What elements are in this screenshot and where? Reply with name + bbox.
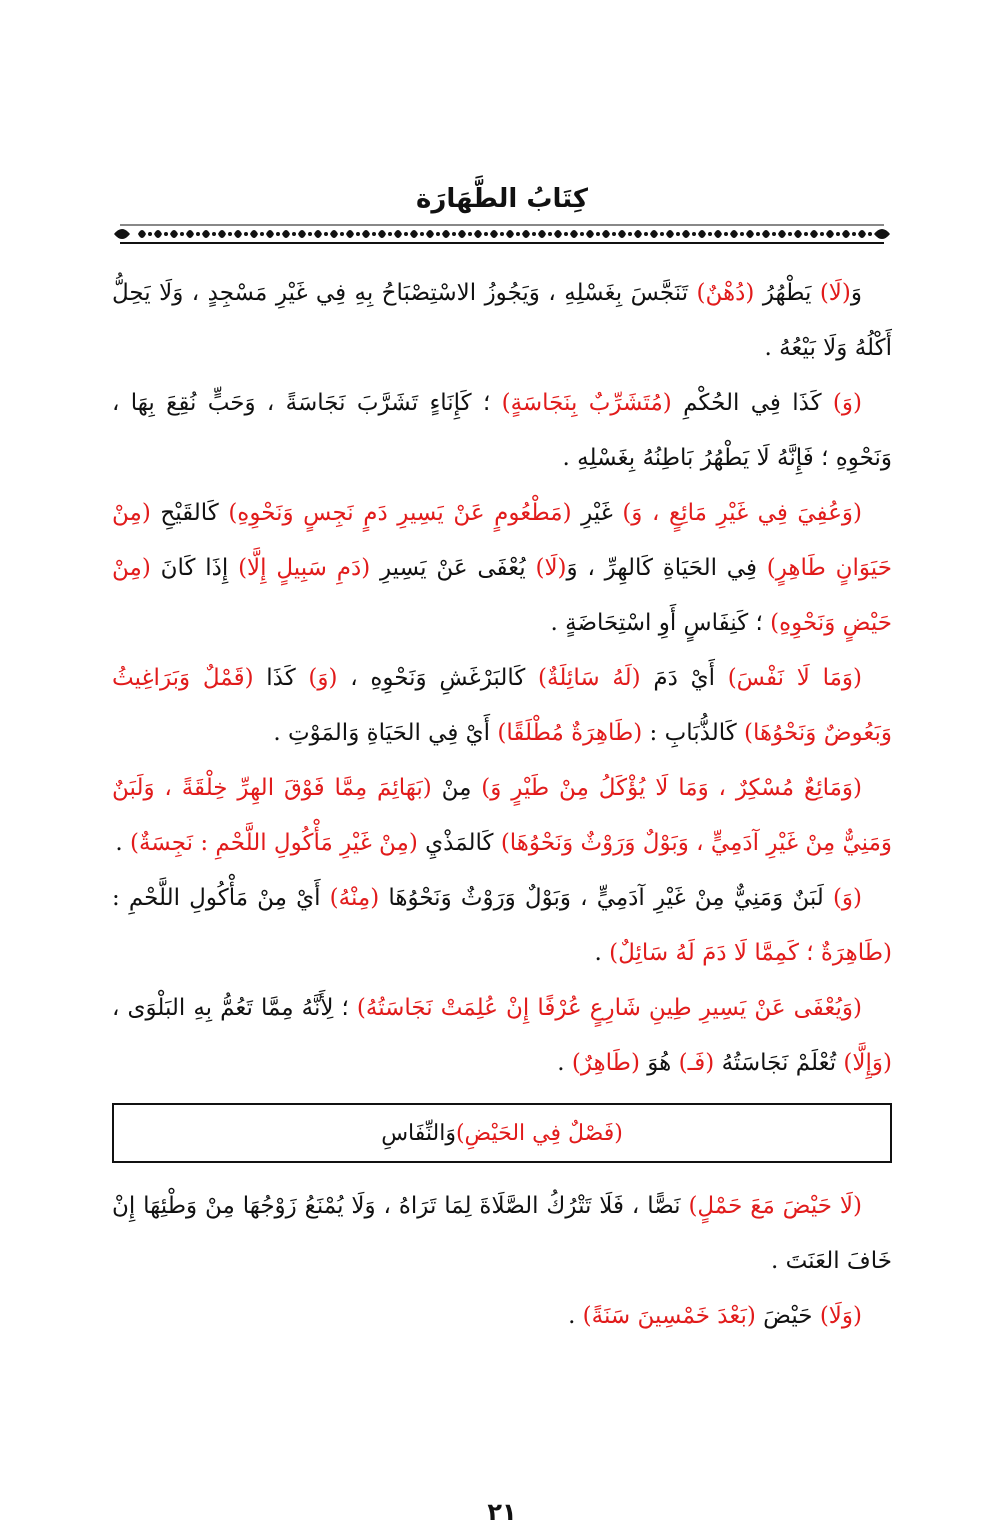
text-segment: ؛ لِأَنَّهُ مِمَّا تَعُمُّ بِهِ البَلْوَى ، [112, 995, 349, 1021]
highlighted-text-segment: (مُتَشَرِّبٌ بِنَجَاسَةٍ) [490, 390, 672, 416]
paragraphs-after-block [112, 1179, 892, 1344]
text-segment: يَطْهُرُ [754, 280, 812, 306]
highlighted-text-segment: (وَمَائِعٌ مُسْكِرٌ ، وَمَا لَا يُؤْكَلُ مِنْ طَيْرٍ وَ) [471, 775, 862, 801]
text-segment: يُعْفَى عَنْ يَسِيرِ [370, 555, 526, 581]
text-segment: كَالقَيْحِ [150, 500, 219, 526]
text-segment: إِذَا كَانَ [150, 555, 229, 581]
paragraph [112, 871, 892, 981]
highlighted-text-segment: (مِنْ غَيْرِ مَأْكُولِ اللَّحْمِ : نَجِسَةٌ) [122, 830, 418, 856]
text-segment: وَالنِّفَاسِ [381, 1120, 456, 1146]
highlighted-text-segment: (وَلَا) [812, 1303, 862, 1329]
paragraph [112, 761, 892, 871]
highlighted-text-segment: (طَاهِرَةٌ ؛ كَمِمَّا لَا دَمَ لَهُ سَائِلٌ) [601, 940, 892, 966]
section-heading-box [112, 1103, 892, 1163]
text-segment: أَيْ دَمَ [640, 665, 715, 691]
paragraph [112, 486, 892, 651]
text-segment: مِنْ [431, 775, 472, 801]
text-segment: تُعْلَمْ نَجَاسَتُهُ [714, 1050, 837, 1076]
text-segment: فِي الحَيَاةِ كَالهِرِّ ، وَ [566, 555, 757, 581]
highlighted-text-segment: (بَعْدَ خَمْسِينَ سَنَةً) [575, 1303, 756, 1329]
highlighted-text-segment: (فَـ) [671, 1050, 715, 1076]
paragraph [112, 1179, 892, 1289]
paragraph [112, 376, 892, 486]
book-page [112, 182, 892, 1526]
text-segment: حَيْضَ [755, 1303, 813, 1329]
paragraph [112, 266, 892, 376]
text-segment: نَصًّا ، فَلَا تَتْرُكُ الصَّلَاةَ لِمَا تَرَاهُ ، وَلَا يُمْنَعُ زَوْجُهَا مِنْ وَطْئِهَا إِنْ خَافَ العَنَتَ . [112, 1193, 892, 1274]
paragraphs-block [112, 266, 892, 1091]
highlighted-text-segment: (قَمْلٌ وَبَرَاغِيثُ وَبَعُوضٌ وَنَحْوُهَا) [112, 665, 892, 746]
text-segment: لَبَنٌ وَمَنِيٌّ مِنْ غَيْرِ آدَمِيٍّ ، وَبَوْلٌ وَرَوْثٌ وَنَحْوُهَا [379, 885, 824, 911]
highlighted-text-segment: (وَ) [823, 885, 862, 911]
highlighted-text-segment: (لَا حَيْضَ مَعَ حَمْلٍ) [680, 1193, 862, 1219]
highlighted-text-segment: (مِنْ حَيْضٍ وَنَحْوِهِ) [112, 555, 892, 636]
text-segment: كَالذُّبَابِ : [642, 720, 737, 746]
paragraph [112, 651, 892, 761]
text-segment: هُوَ [639, 1050, 672, 1076]
highlighted-text-segment: (لَهُ سَائِلَةٌ) [525, 665, 641, 691]
highlighted-text-segment: (مَطْعُومٍ عَنْ يَسِيرِ دَمٍ نَجِسٍ وَنَحْوِهِ) [218, 500, 572, 526]
text-segment: أَيْ فِي الحَيَاةِ وَالمَوْتِ . [273, 720, 491, 746]
highlighted-text-segment: (طَاهِرَةٌ مُطْلَقًا) [490, 720, 643, 746]
highlighted-text-segment: (طَاهِرٌ) [564, 1050, 640, 1076]
highlighted-text-segment: (مِنْهُ) [320, 885, 380, 911]
text-segment: ؛ كَنِفَاسٍ أَوِ اسْتِحَاضَةٍ . [550, 610, 763, 636]
highlighted-text-segment: (وَعُفِيَ فِي غَيْرِ مَائِعٍ ، وَ) [612, 500, 863, 526]
highlighted-text-segment: (دَمِ سَبِيلٍ إِلَّا) [228, 555, 371, 581]
highlighted-text-segment: (بَهَائِمَ مِمَّا فَوْقَ الهِرِّ خِلْقَةً ، وَلَبَنٌ وَمَنِيٌّ مِنْ غَيْرِ آدَمِيٍّ ، وَبَوْلٌ وَرَوْثٌ وَنَحْوُهَا) [112, 775, 892, 856]
text-segment: كَالبَرْغَشِ وَنَحْوِهِ ، [337, 665, 526, 691]
highlighted-text-segment: (وَ) [295, 665, 338, 691]
text-segment: تَنَجَّسَ بِغَسْلِهِ ، وَيَجُوزُ الاسْتِصْبَاحُ بِهِ فِي غَيْرِ مَسْجِدٍ ، وَلَا يَحِلُّ أَكْلُهُ وَلَا بَيْعُهُ . [112, 280, 892, 361]
text-segment: . [568, 1303, 576, 1329]
highlighted-text-segment: (دُهْنٌ) [688, 280, 755, 306]
highlighted-text-segment: (وَإِلَّا) [836, 1050, 892, 1076]
highlighted-text-segment: (وَمَا لَا نَفْسَ) [714, 665, 863, 691]
text-segment: كَالمَذْيِ [417, 830, 494, 856]
text-segment: كَذَا فِي الحُكْمِ [671, 390, 822, 416]
paragraph [112, 981, 892, 1091]
highlighted-text-segment: (لَا) [525, 555, 567, 581]
highlighted-text-segment: (لَا) [811, 280, 851, 306]
highlighted-text-segment: (مِنْ حَيَوَانٍ طَاهِرٍ) [112, 500, 892, 581]
page-number: ٢١ [487, 1498, 517, 1526]
highlighted-text-segment: (فَصْلٌ فِي الحَيْضِ) [455, 1120, 623, 1146]
highlighted-text-segment: (وَ) [821, 390, 862, 416]
text-segment: أَيْ مِنْ مَأْكُولِ اللَّحْمِ : [112, 885, 321, 911]
text-segment: . [594, 940, 602, 966]
paragraph [112, 1289, 892, 1344]
highlighted-text-segment: (وَيُعْفَى عَنْ يَسِيرِ طِينِ شَارِعٍ عُرْفًا إِنْ عُلِمَتْ نَجَاسَتُهُ) [348, 995, 862, 1021]
text-segment: كَذَا [253, 665, 296, 691]
text-segment: وَ [850, 280, 862, 306]
chapter-title: كِتَابُ الطَّهَارَة [416, 184, 588, 214]
text-segment: ؛ كَإِنَاءٍ تَشَرَّبَ نَجَاسَةً ، وَحَبٍّ نُقِعَ بِهَا ، وَنَحْوِهِ ؛ فَإِنَّهُ لَا يَطْهُرُ بَاطِنُهُ بِغَسْلِهِ . [112, 390, 892, 471]
decorative-border-ornament-icon [112, 222, 892, 246]
text-segment: . [557, 1050, 565, 1076]
text-segment: . [115, 830, 123, 856]
text-segment: غَيْرِ [571, 500, 613, 526]
